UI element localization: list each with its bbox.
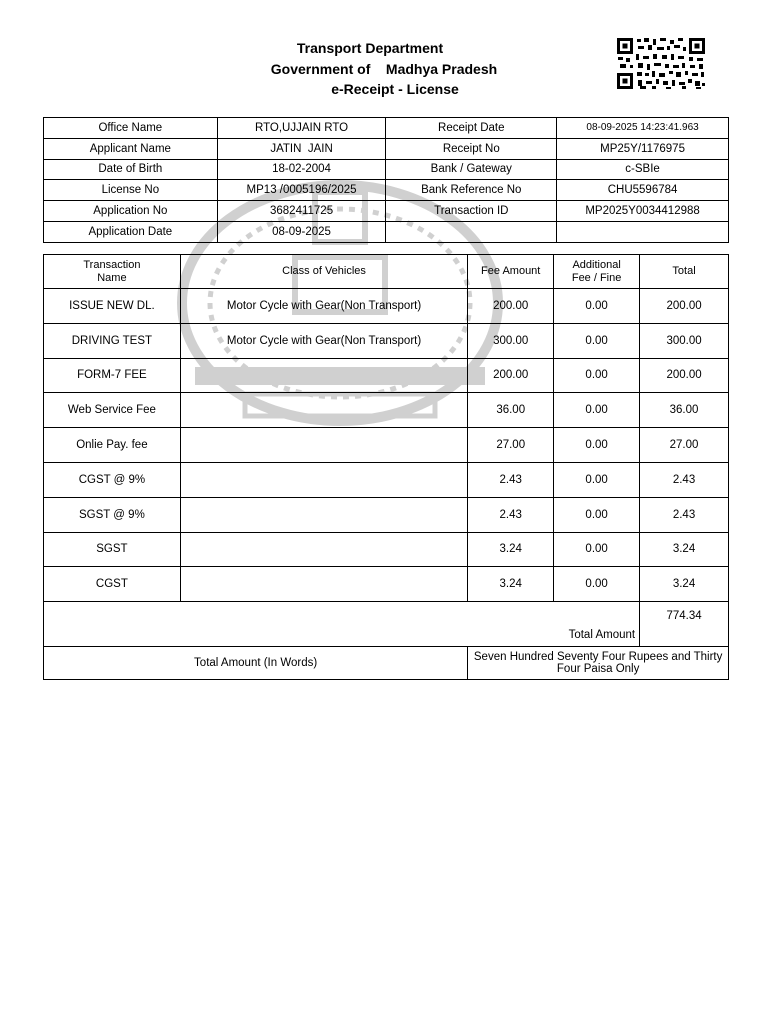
header-total: Total (640, 255, 729, 289)
total-amount-value: 774.34 (640, 602, 729, 647)
fee-amount: 2.43 (468, 497, 554, 532)
info-value: c-SBIe (557, 159, 729, 180)
fee-row (44, 567, 729, 602)
info-value: 08-09-2025 14:23:41.963 (557, 118, 729, 139)
fee-additional: 0.00 (554, 289, 640, 324)
info-label: Receipt No (386, 138, 557, 159)
fee-total: 3.24 (640, 532, 729, 567)
fee-transaction-name: CGST (44, 567, 181, 602)
info-label: Application No (44, 201, 218, 222)
info-label: Transaction ID (386, 201, 557, 222)
info-label (386, 221, 557, 242)
info-value: CHU5596784 (557, 180, 729, 201)
fee-additional: 0.00 (554, 532, 640, 567)
fee-header-row (44, 255, 729, 289)
fee-row (44, 428, 729, 463)
fee-vehicle-class (180, 393, 467, 428)
fee-additional: 0.00 (554, 497, 640, 532)
fee-amount: 3.24 (468, 532, 554, 567)
fee-amount: 36.00 (468, 393, 554, 428)
info-value: 18-02-2004 (217, 159, 386, 180)
info-value: JATIN JAIN (217, 138, 386, 159)
fee-total: 36.00 (640, 393, 729, 428)
fee-total: 200.00 (640, 289, 729, 324)
fee-additional: 0.00 (554, 428, 640, 463)
total-in-words-row (44, 647, 729, 680)
fee-transaction-name: SGST (44, 532, 181, 567)
fee-vehicle-class: Motor Cycle with Gear(Non Transport) (180, 323, 467, 358)
fee-row (44, 497, 729, 532)
fee-additional: 0.00 (554, 323, 640, 358)
header-fee-amount: Fee Amount (468, 255, 554, 289)
header-transaction-name: Transaction Name (44, 255, 181, 289)
info-row (44, 201, 729, 222)
info-row (44, 138, 729, 159)
info-row (44, 180, 729, 201)
qr-code-icon (616, 37, 706, 90)
fee-transaction-name: SGST @ 9% (44, 497, 181, 532)
info-value: 08-09-2025 (217, 221, 386, 242)
info-row (44, 221, 729, 242)
info-value: 3682411725 (217, 201, 386, 222)
fee-total: 3.24 (640, 567, 729, 602)
receipt-info-table (43, 117, 729, 243)
fee-transaction-name: Onlie Pay. fee (44, 428, 181, 463)
info-label: Receipt Date (386, 118, 557, 139)
fee-transaction-name: FORM-7 FEE (44, 358, 181, 393)
info-value: MP13 /0005196/2025 (217, 180, 386, 201)
fee-vehicle-class: Motor Cycle with Gear(Non Transport) (180, 289, 467, 324)
fee-vehicle-class (180, 462, 467, 497)
fee-amount: 2.43 (468, 462, 554, 497)
header-class-of-vehicles: Class of Vehicles (180, 255, 467, 289)
info-label: Bank Reference No (386, 180, 557, 201)
fee-table (43, 254, 729, 680)
fee-vehicle-class (180, 428, 467, 463)
info-value (557, 221, 729, 242)
info-value: RTO,UJJAIN RTO (217, 118, 386, 139)
fee-total: 27.00 (640, 428, 729, 463)
info-row (44, 118, 729, 139)
fee-amount: 200.00 (468, 289, 554, 324)
fee-additional: 0.00 (554, 358, 640, 393)
info-label: Date of Birth (44, 159, 218, 180)
fee-transaction-name: CGST @ 9% (44, 462, 181, 497)
total-in-words-value: Seven Hundred Seventy Four Rupees and Thirty Four Paisa Only (468, 647, 729, 680)
info-label: Bank / Gateway (386, 159, 557, 180)
fee-vehicle-class (180, 532, 467, 567)
info-value: MP25Y/1176975 (557, 138, 729, 159)
fee-amount: 3.24 (468, 567, 554, 602)
fee-transaction-name: ISSUE NEW DL. (44, 289, 181, 324)
info-row (44, 159, 729, 180)
fee-total: 2.43 (640, 497, 729, 532)
fee-total: 300.00 (640, 323, 729, 358)
department-title: Transport Department (296, 40, 444, 56)
info-label: Applicant Name (44, 138, 218, 159)
fee-additional: 0.00 (554, 393, 640, 428)
fee-transaction-name: Web Service Fee (44, 393, 181, 428)
fee-amount: 200.00 (468, 358, 554, 393)
fee-row (44, 358, 729, 393)
fee-vehicle-class (180, 358, 467, 393)
fee-additional: 0.00 (554, 567, 640, 602)
fee-additional: 0.00 (554, 462, 640, 497)
fee-vehicle-class (180, 567, 467, 602)
info-value: MP2025Y0034412988 (557, 201, 729, 222)
info-label: License No (44, 180, 218, 201)
fee-total: 2.43 (640, 462, 729, 497)
fee-vehicle-class (180, 497, 467, 532)
total-in-words-label: Total Amount (In Words) (44, 647, 468, 680)
fee-row (44, 323, 729, 358)
total-amount-label: Total Amount (44, 602, 640, 647)
info-label: Office Name (44, 118, 218, 139)
total-amount-row (44, 602, 729, 647)
fee-row (44, 532, 729, 567)
fee-amount: 300.00 (468, 323, 554, 358)
fee-row (44, 462, 729, 497)
fee-total: 200.00 (640, 358, 729, 393)
fee-transaction-name: DRIVING TEST (44, 323, 181, 358)
receipt-title: e-Receipt - License (331, 81, 459, 97)
info-label: Application Date (44, 221, 218, 242)
fee-row (44, 289, 729, 324)
government-title: Government of Madhya Pradesh (270, 60, 498, 77)
fee-amount: 27.00 (468, 428, 554, 463)
fee-row (44, 393, 729, 428)
header-additional-fee: Additional Fee / Fine (554, 255, 640, 289)
